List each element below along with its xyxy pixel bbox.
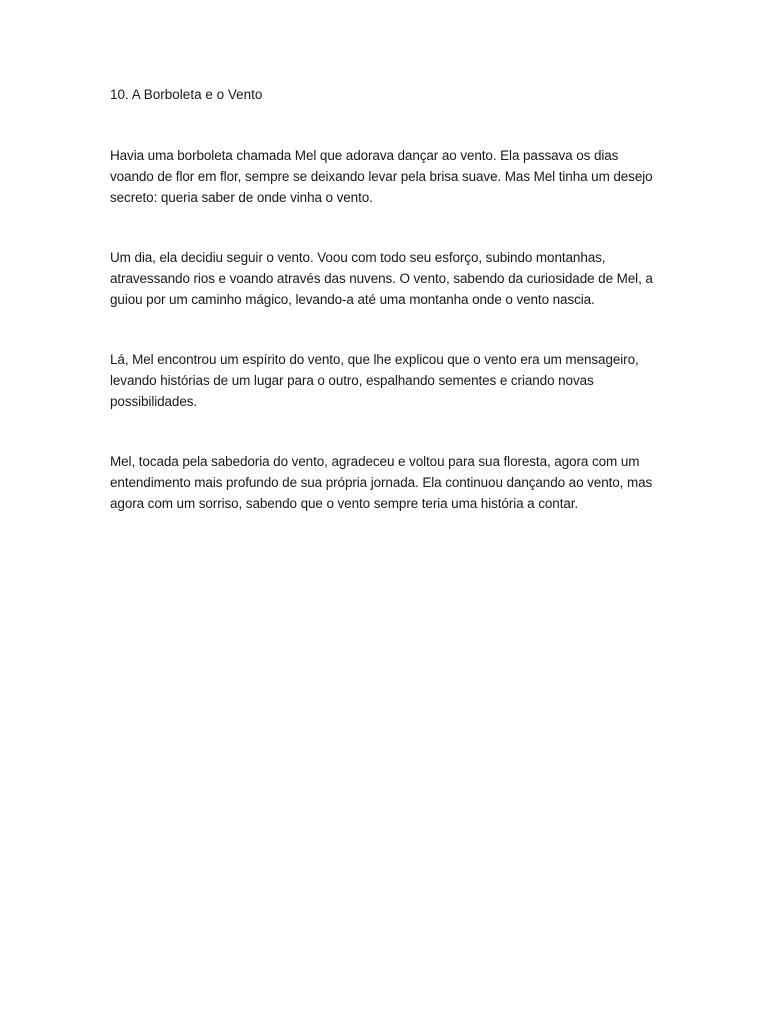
paragraph-4: Mel, tocada pela sabedoria do vento, agradeceu e voltou para sua floresta, agora com um entendimento mais profundo de sua própria jornada. Ela continuou dançando ao vento, mas agora com um sorriso, sabendo que o vento sempre teria uma história a contar.: [110, 454, 653, 511]
document-page: [110, 84, 662, 553]
paragraph-3: Lá, Mel encontrou um espírito do vento, que lhe explicou que o vento era um mensageiro, levando histórias de um lugar para o outro, espalhando sementes e criando novas possibilidades.: [110, 352, 639, 409]
paragraph-2: Um dia, ela decidiu seguir o vento. Voou com todo seu esforço, subindo montanhas, atravessando rios e voando através das nuvens. O vento, sabendo da curiosidade de Mel, a guiou por um caminho mágico, levando-a até uma montanha onde o vento nascia.: [110, 250, 653, 307]
paragraph-1: Havia uma borboleta chamada Mel que adorava dançar ao vento. Ela passava os dias voando de flor em flor, sempre se deixando levar pela brisa suave. Mas Mel tinha um desejo secreto: queria saber de onde vinha o vento.: [110, 148, 653, 205]
story-title: 10. A Borboleta e o Vento: [110, 87, 263, 102]
